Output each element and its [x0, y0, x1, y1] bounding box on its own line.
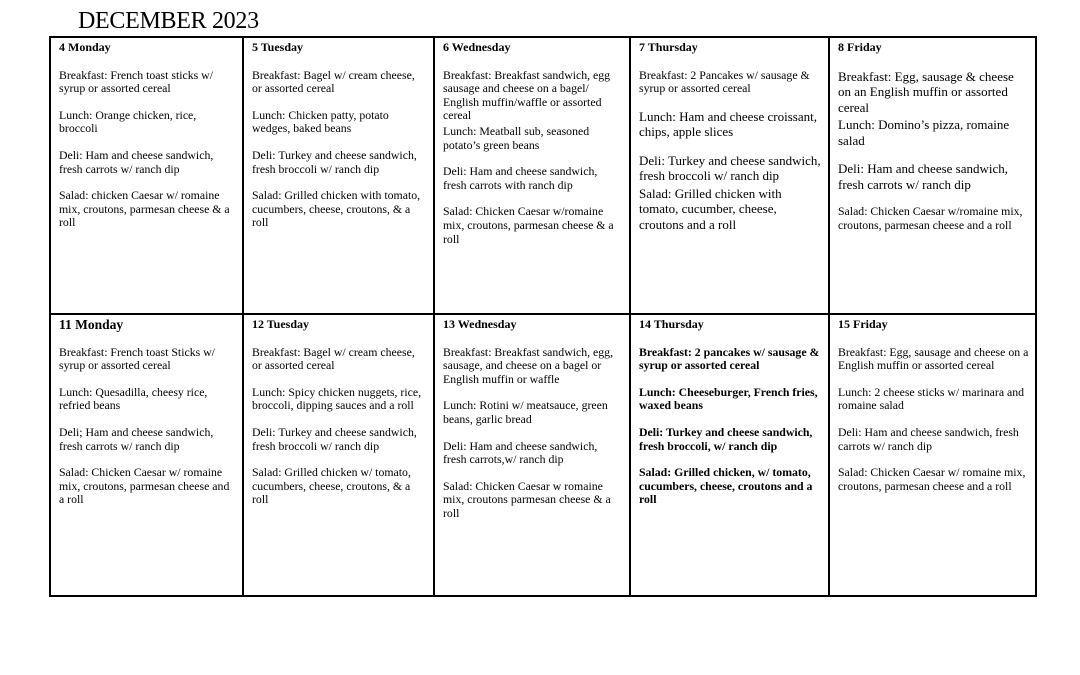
breakfast-item: Breakfast: Bagel w/ cream cheese, or assorted cereal	[252, 67, 415, 96]
day-cell-dec-12	[243, 314, 434, 596]
deli-item: Deli: Ham and cheese sandwich, fresh carrots w/ ranch dip	[838, 161, 1009, 192]
breakfast-item: Breakfast: French toast sticks w/ syrup or assorted cereal	[59, 67, 213, 96]
day-heading: 15 Friday	[838, 317, 888, 331]
lunch-item: Lunch: Chicken patty, potato wedges, baked beans	[252, 107, 389, 136]
salad-item: Salad: chicken Caesar w/ romaine mix, croutons, parmesan cheese & a roll	[59, 188, 230, 230]
breakfast-item: Breakfast: 2 Pancakes w/ sausage & syrup or assorted cereal	[639, 67, 810, 96]
day-heading: 6 Wednesday	[443, 40, 511, 54]
week-row	[50, 314, 1036, 596]
deli-item: Deli: Ham and cheese sandwich, fresh carrots w/ ranch dip	[59, 147, 214, 176]
breakfast-item: Breakfast: Breakfast sandwich, egg sausage and cheese on a bagel/ English muffin/waffle or assorted cereal	[443, 67, 611, 123]
deli-item: Deli: Ham and cheese sandwich, fresh carrots,w/ ranch dip	[443, 438, 598, 467]
lunch-item: Lunch: Cheeseburger, French fries, waxed beans	[639, 384, 818, 413]
salad-item: Salad: Chicken Caesar w/ romaine mix, croutons, parmesan cheese and a roll	[59, 465, 230, 507]
day-cell-dec-11	[50, 314, 243, 596]
breakfast-item: Breakfast: Bagel w/ cream cheese, or assorted cereal	[252, 344, 415, 373]
deli-item: Deli; Ham and cheese sandwich, fresh carrots w/ ranch dip	[59, 424, 214, 453]
breakfast-item: Breakfast: French toast Sticks w/ syrup or assorted cereal	[59, 344, 215, 373]
lunch-item: Lunch: Orange chicken, rice, broccoli	[59, 107, 197, 136]
breakfast-item: Breakfast: Egg, sausage & cheese on an English muffin or assorted cereal	[838, 68, 1014, 115]
lunch-item: Lunch: Spicy chicken nuggets, rice, broccoli, dipping sauces and a roll	[252, 384, 422, 413]
menu-calendar	[49, 36, 1037, 597]
salad-item: Salad: Chicken Caesar w/romaine mix, croutons, parmesan cheese and a roll	[838, 204, 1023, 232]
day-cell-dec-4	[50, 37, 243, 314]
deli-item: Deli: Turkey and cheese sandwich, fresh broccoli, w/ ranch dip	[639, 424, 813, 453]
day-heading: 7 Thursday	[639, 40, 698, 54]
day-cell-dec-13	[434, 314, 630, 596]
salad-item: Salad: Grilled chicken with tomato, cucumber, cheese, croutons and a roll	[639, 185, 782, 232]
salad-item: Salad: Chicken Caesar w romaine mix, croutons parmesan cheese & a roll	[443, 478, 611, 520]
day-heading: 11 Monday	[59, 317, 124, 332]
lunch-item: Lunch: Quesadilla, cheesy rice, refried beans	[59, 384, 208, 413]
day-cell-dec-14	[630, 314, 829, 596]
deli-item: Deli: Turkey and cheese sandwich, fresh broccoli w/ ranch dip	[252, 424, 417, 453]
deli-item: Deli: Ham and cheese sandwich, fresh carrots with ranch dip	[443, 164, 598, 192]
salad-item: Salad: Grilled chicken w/ tomato, cucumbers, cheese, croutons, & a roll	[252, 465, 411, 507]
breakfast-item: Breakfast: Breakfast sandwich, egg, sausage, and cheese on a bagel or English muffin or waffle	[443, 344, 614, 386]
lunch-item: Lunch: Meatball sub, seasoned potato’s green beans	[443, 123, 590, 152]
day-heading: 13 Wednesday	[443, 317, 517, 331]
day-heading: 12 Tuesday	[252, 317, 310, 331]
week-row	[50, 37, 1036, 314]
salad-item: Salad: Grilled chicken with tomato, cucumbers, cheese, croutons, & a roll	[252, 188, 421, 230]
day-heading: 8 Friday	[838, 40, 882, 54]
day-heading: 4 Monday	[59, 40, 111, 54]
lunch-item: Lunch: Ham and cheese croissant, chips, apple slices	[639, 108, 817, 140]
salad-item: Salad: Chicken Caesar w/romaine mix, croutons, parmesan cheese & a roll	[443, 204, 614, 246]
lunch-item: Lunch: 2 cheese sticks w/ marinara and romaine salad	[838, 384, 1025, 413]
deli-item: Deli: Turkey and cheese sandwich, fresh broccoli w/ ranch dip	[639, 152, 821, 184]
day-heading: 5 Tuesday	[252, 40, 304, 54]
breakfast-item: Breakfast: 2 pancakes w/ sausage & syrup or assorted cereal	[639, 344, 820, 373]
day-cell-dec-7	[630, 37, 829, 314]
day-cell-dec-5	[243, 37, 434, 314]
lunch-item: Lunch: Rotini w/ meatsauce, green beans, garlic bread	[443, 398, 608, 426]
day-heading: 14 Thursday	[639, 317, 704, 331]
day-cell-dec-8	[829, 37, 1036, 314]
deli-item: Deli: Turkey and cheese sandwich, fresh broccoli w/ ranch dip	[252, 147, 417, 176]
day-cell-dec-6	[434, 37, 630, 314]
deli-item: Deli: Ham and cheese sandwich, fresh carrots w/ ranch dip	[838, 424, 1019, 453]
salad-item: Salad: Chicken Caesar w/ romaine mix, croutons, parmesan cheese and a roll	[838, 465, 1026, 493]
breakfast-item: Breakfast: Egg, sausage and cheese on a English muffin or assorted cereal	[838, 344, 1029, 373]
lunch-item: Lunch: Domino’s pizza, romaine salad	[838, 117, 1010, 148]
page-title: DECEMBER 2023	[78, 8, 259, 34]
salad-item: Salad: Grilled chicken, w/ tomato, cucumbers, cheese, croutons and a roll	[639, 465, 813, 507]
day-cell-dec-15	[829, 314, 1036, 596]
